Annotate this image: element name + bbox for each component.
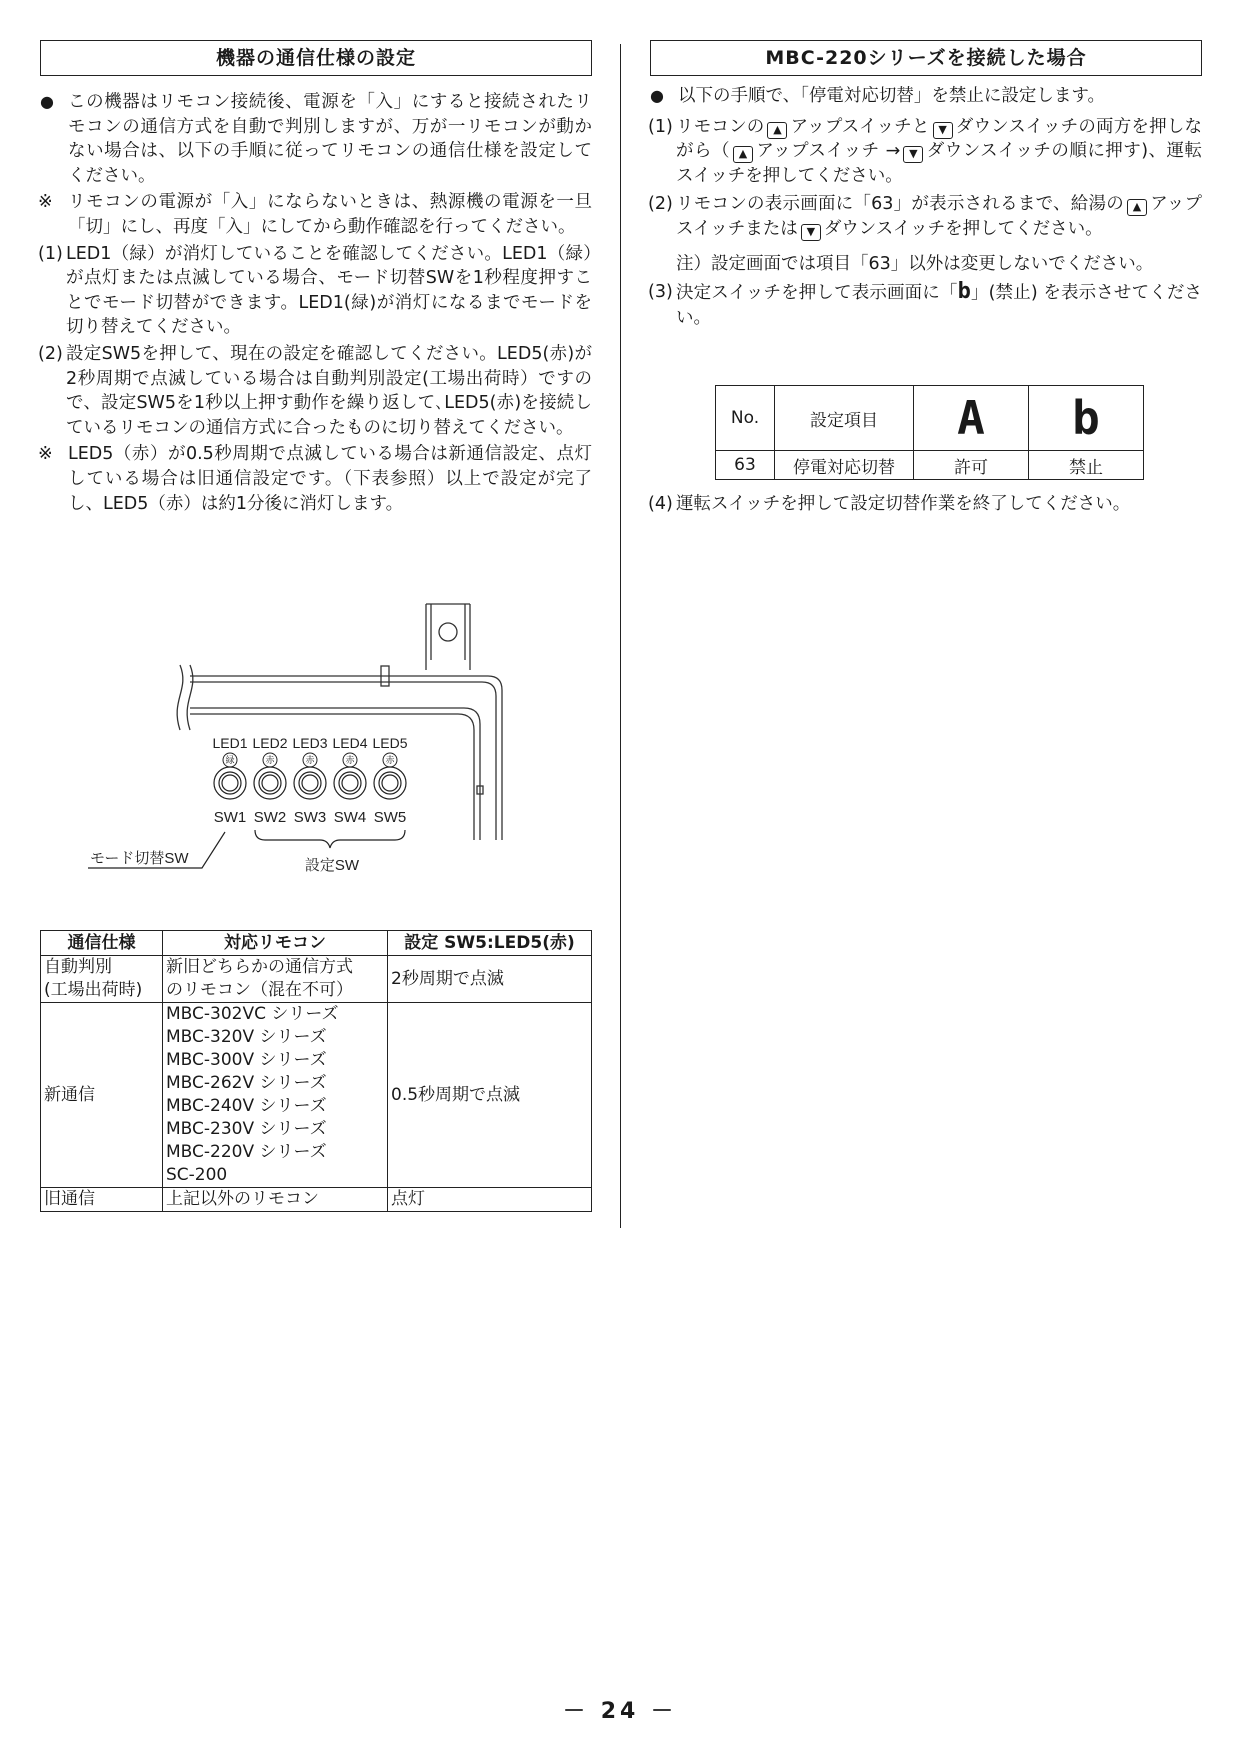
sw-label: SW3 xyxy=(293,809,327,826)
remote-line: 新旧どちらかの通信方式 xyxy=(166,957,353,977)
cell-setting: 2秒周期で点滅 xyxy=(388,956,592,1003)
cell-spec: 旧通信 xyxy=(41,1188,163,1212)
step-text: リモコンの表示画面に「63」が表示されるまで、給湯の xyxy=(676,194,1124,215)
remote-model: MBC-300V シリーズ xyxy=(166,1050,327,1070)
bullet-mark: ● xyxy=(40,92,54,111)
brace-icon xyxy=(255,830,405,848)
switch-icon xyxy=(214,767,246,799)
remote-model: MBC-240V シリーズ xyxy=(166,1096,327,1116)
step-text: ダウンスイッチの両方を押しながら（ xyxy=(676,116,1203,162)
mode-sw-label: モード切替SW xyxy=(90,850,189,867)
right-note-text: 注）設定画面では項目「63」以外は変更しないでください。 xyxy=(676,253,1154,274)
led-label: LED2 xyxy=(252,735,288,751)
remote-line: のリモコン（混在不可） xyxy=(166,980,353,1000)
right-section-title: MBC-220シリーズを接続した場合 xyxy=(650,40,1202,76)
communication-spec-table xyxy=(40,930,592,1212)
table-header-row xyxy=(41,931,592,956)
cell-item: 停電対応切替 xyxy=(775,451,914,480)
left-step-2-text: 設定SW5を押して、現在の設定を確認してください。LED5(赤)が2秒周期で点滅している場合は自動判別設定(工場出荷時）ですので、設定SW5を1秒以上押す動作を繰り返して､LED5(赤)を接続しているリモコンの通信方式に合ったものに切り替えてください。 xyxy=(66,343,592,438)
cell-remote: 上記以外のリモコン xyxy=(163,1188,388,1212)
led-label: LED3 xyxy=(292,735,328,751)
left-step-1-text: LED1（緑）が消灯していることを確認してください。LED1（緑）が点灯または点滅している場合、モード切替SWを1秒程度押すことでモード切替ができます。LED1(緑)が消灯になるまでモードを切り替えてください。 xyxy=(66,243,592,338)
sw-label: SW1 xyxy=(213,809,247,826)
segment-a-glyph: A xyxy=(914,386,1029,451)
led-label: LED5 xyxy=(372,735,408,751)
sw-label: SW2 xyxy=(253,809,287,826)
right-step-2 xyxy=(650,192,1202,241)
step-number: (2) xyxy=(38,343,63,364)
cell-deny: 禁止 xyxy=(1029,451,1144,480)
table-row xyxy=(41,1188,592,1212)
left-column xyxy=(38,40,592,1209)
step-text: アップスイッチと xyxy=(790,116,930,137)
led-color-mark: 赤 xyxy=(385,755,395,765)
remote-model: MBC-302VC シリーズ xyxy=(166,1004,339,1024)
header-remote: 対応リモコン xyxy=(163,931,388,956)
column-divider xyxy=(620,44,621,1228)
right-bullet-paragraph xyxy=(650,84,1202,109)
board-diagram xyxy=(40,600,592,920)
header-item: 設定項目 xyxy=(775,386,914,451)
led-color-mark: 赤 xyxy=(265,755,275,765)
remote-model: MBC-230V シリーズ xyxy=(166,1119,327,1139)
table-row xyxy=(716,451,1144,480)
step-text: ダウンスイッチの順に押す)、運転スイッチを押してください。 xyxy=(676,141,1203,186)
cell-no: 63 xyxy=(716,451,775,480)
segment-b-glyph: b xyxy=(1029,386,1144,451)
sw-label: SW5 xyxy=(373,809,407,826)
step-text: リモコンの xyxy=(676,116,765,137)
step-number: (1) xyxy=(648,116,673,137)
mounting-hole-icon xyxy=(439,623,457,641)
table-row xyxy=(41,1003,592,1188)
setting-sw-label: 設定SW xyxy=(304,857,360,874)
down-arrow-icon: ▼ xyxy=(903,146,923,163)
left-section-title: 機器の通信仕様の設定 xyxy=(40,40,592,76)
segment-b-glyph: b xyxy=(957,279,971,305)
step-number: (2) xyxy=(648,194,673,215)
setting-table xyxy=(715,385,1144,480)
table-row xyxy=(41,956,592,1003)
switch-icon xyxy=(254,767,286,799)
cell-remote xyxy=(163,956,388,1003)
setting-header-row xyxy=(716,386,1144,451)
left-note-1-text: リモコンの電源が「入」にならないときは、熱源機の電源を一旦「切」にし、再度「入」にしてから動作確認を行ってください。 xyxy=(68,192,592,237)
step-number: (1) xyxy=(38,243,63,264)
header-setting: 設定 SW5:LED5(赤) xyxy=(388,931,592,956)
bullet-mark: ● xyxy=(650,86,664,105)
up-arrow-icon: ▲ xyxy=(733,146,753,163)
step-text: 決定スイッチを押して表示画面に「 xyxy=(676,283,958,304)
header-no: No. xyxy=(716,386,775,451)
right-step-1 xyxy=(650,115,1202,189)
right-column xyxy=(648,40,1203,514)
remote-model: MBC-262V シリーズ xyxy=(166,1073,327,1093)
cell-spec: 新通信 xyxy=(41,1003,163,1188)
left-note-1 xyxy=(40,190,592,239)
left-step-2 xyxy=(40,342,592,440)
remote-model: SC-200 xyxy=(166,1165,228,1185)
cell-spec xyxy=(41,956,163,1003)
note-mark: ※ xyxy=(38,192,53,213)
led-color-mark: 赤 xyxy=(305,755,315,765)
step-number: (3) xyxy=(648,282,673,303)
down-arrow-icon: ▼ xyxy=(801,224,821,241)
step-text: ダウンスイッチを押してください。 xyxy=(823,218,1103,239)
step-text: アップスイッチまたは xyxy=(676,194,1203,239)
step-number: (4) xyxy=(648,494,673,514)
page-number: － 24 － xyxy=(563,1699,677,1724)
step-text: 」(禁止) を表示させてください。 xyxy=(676,283,1202,328)
spec-auto: 自動判別 xyxy=(44,957,112,977)
step-text: アップスイッチ → xyxy=(755,141,901,162)
led-label: LED4 xyxy=(332,735,368,751)
switch-icon xyxy=(334,767,366,799)
spec-factory: (工場出荷時) xyxy=(44,980,143,1000)
remote-model: MBC-220V シリーズ xyxy=(166,1142,327,1162)
led-label: LED1 xyxy=(212,735,248,751)
cell-setting: 0.5秒周期で点滅 xyxy=(388,1003,592,1188)
left-note-2 xyxy=(40,442,592,516)
led-color-mark: 赤 xyxy=(345,755,355,765)
cell-setting: 点灯 xyxy=(388,1188,592,1212)
right-note xyxy=(650,252,1202,277)
note-mark: ※ xyxy=(38,444,53,465)
left-bullet-text: この機器はリモコン接続後、電源を「入」にすると接続されたリモコンの通信方式を自動で判別しますが、万が一リモコンが動かない場合は、以下の手順に従ってリモコンの通信仕様を設定してください。 xyxy=(68,92,592,186)
down-arrow-icon: ▼ xyxy=(933,122,953,139)
remote-model: MBC-320V シリーズ xyxy=(166,1027,327,1047)
up-arrow-icon: ▲ xyxy=(767,122,787,139)
cell-allow: 許可 xyxy=(914,451,1029,480)
sw-label: SW4 xyxy=(333,809,367,826)
led-color-mark: 緑 xyxy=(225,755,235,765)
left-step-1 xyxy=(40,242,592,340)
left-bullet-paragraph xyxy=(40,90,592,188)
left-note-2-text: LED5（赤）が0.5秒周期で点滅している場合は新通信設定、点灯している場合は旧通信設定です。（下表参照）以上で設定が完了し、LED5（赤）は約1分後に消灯します。 xyxy=(68,444,592,514)
header-spec: 通信仕様 xyxy=(41,931,163,956)
up-arrow-icon: ▲ xyxy=(1127,199,1147,216)
right-step-4-text: 運転スイッチを押して設定切替作業を終了してください。 xyxy=(676,494,1131,514)
cell-remote-list xyxy=(163,1003,388,1188)
switch-icon xyxy=(374,767,406,799)
right-bullet-text: 以下の手順で、「停電対応切替」を禁止に設定します。 xyxy=(678,86,1105,106)
switch-icon xyxy=(294,767,326,799)
right-step-4 xyxy=(650,492,1228,517)
right-step-3 xyxy=(650,280,1202,330)
